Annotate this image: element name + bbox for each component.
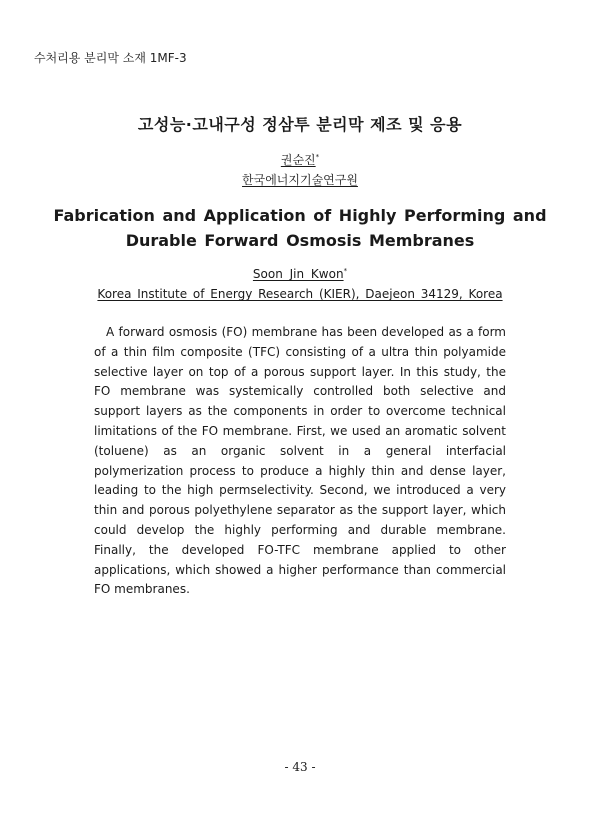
korean-author-line [0,151,600,168]
english-affiliation-line [0,287,600,301]
english-title-line1: Fabrication and Application of Highly Performing and [53,206,547,225]
english-author: Soon Jin Kwon [252,267,344,281]
korean-author: 권순진 [280,153,316,167]
english-author-mark: * [343,267,348,275]
korean-affiliation: 한국에너지기술연구원 [242,173,358,187]
page-number: - 43 - [284,760,316,774]
korean-author-mark: * [315,153,320,161]
korean-affiliation-line [0,171,600,188]
session-code: 수처리용 분리막 소재 1MF-3 [34,51,187,65]
english-author-line [0,267,600,281]
korean-title: 고성능·고내구성 정삼투 분리막 제조 및 응용 [137,115,463,134]
english-affiliation: Korea Institute of Energy Research (KIER), Daejeon 34129, Korea [97,287,503,301]
english-title-line2: Durable Forward Osmosis Membranes [125,231,475,250]
abstract-paragraph: A forward osmosis (FO) membrane has been developed as a form of a thin film composite (TFC) consisting of a ultra thin polyamide selective layer on top of a porous support layer. In this study, the FO membrane was systemically controlled both selective and support layers as the components in order to overcome technical limitations of the FO membrane. First, we used an aromatic solvent (toluene) as an organic solvent in a general interfacial polymerization process to produce a highly thin and dense layer, leading to the high permselectivity. Second, we introduced a very thin and porous polyethylene separator as the support layer, which could develop the highly performing and durable membrane. Finally, the developed FO-TFC membrane applied to other applications, which showed a higher performance than commercial FO membranes. [94,325,506,597]
english-title [0,203,600,253]
